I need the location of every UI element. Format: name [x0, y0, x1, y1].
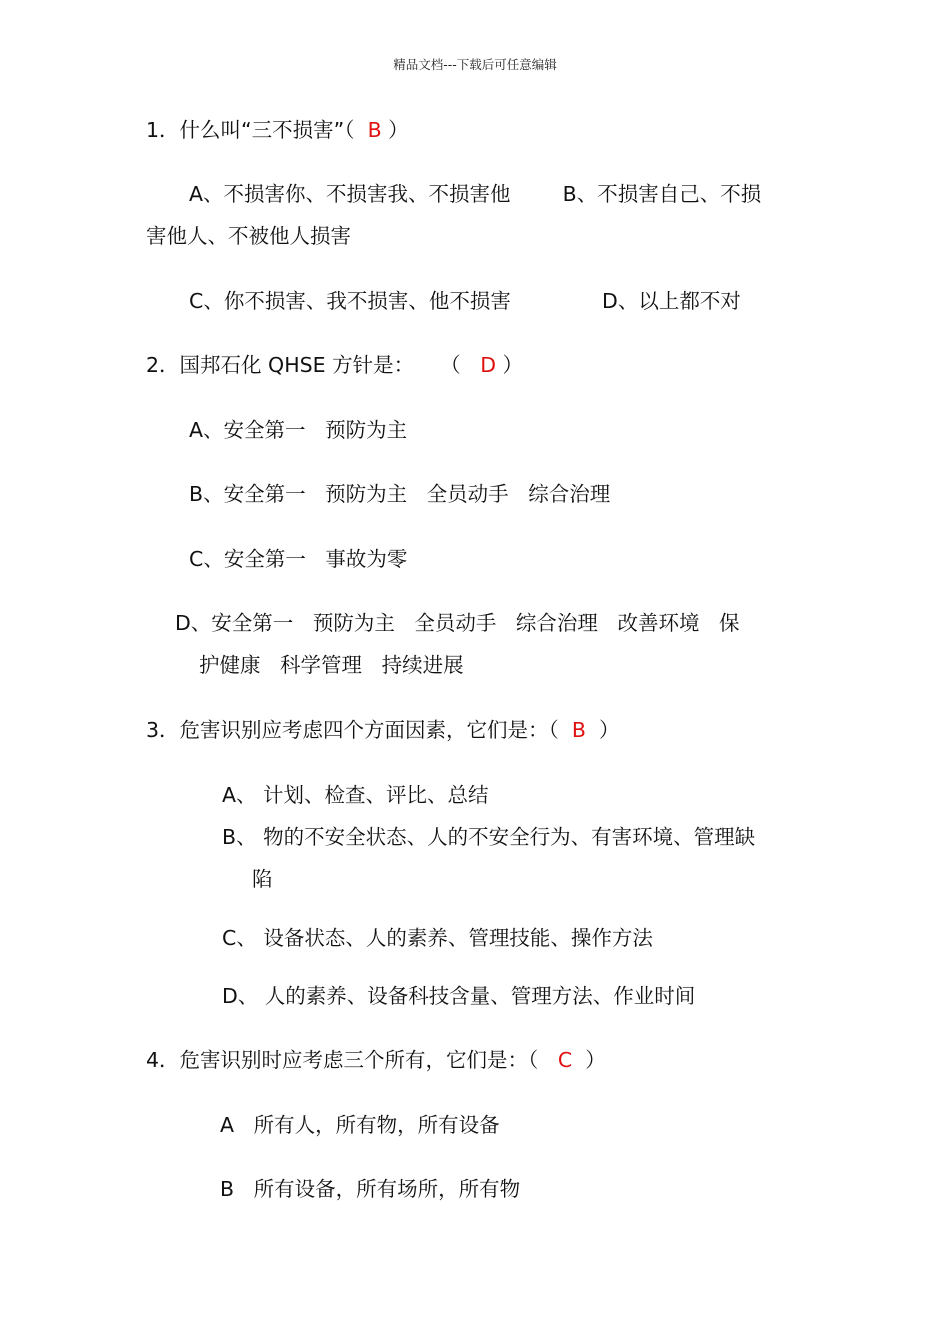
question-4-stem: 4．危害识别时应考虑三个所有，它们是：（ C ）: [146, 1048, 606, 1072]
question-3-stem: 3．危害识别应考虑四个方面因素，它们是：（ B ）: [146, 718, 620, 742]
question-4-option-a: A 所有人，所有物，所有设备: [220, 1113, 500, 1137]
question-3-option-c: C、 设备状态、人的素养、管理技能、操作方法: [222, 926, 653, 950]
question-2-option-a: A、安全第一 预防为主: [189, 418, 408, 442]
question-3-option-b-continued: 陷: [252, 867, 273, 891]
question-1-stem: 1．什么叫“三不损害”（ B ）: [146, 118, 409, 142]
question-1-option-line: A、不损害你、不损害我、不损害他 B、不损害自己、不损: [189, 182, 762, 206]
question-1-option-line: 害他人、不被他人损害: [146, 224, 351, 248]
question-3-option-b: B、 物的不安全状态、人的不安全行为、有害环境、管理缺: [222, 825, 756, 849]
question-1-answer: B: [367, 118, 382, 142]
question-2-option-b: B、安全第一 预防为主 全员动手 综合治理: [189, 482, 611, 506]
question-4-option-b: B 所有设备，所有场所，所有物: [220, 1177, 521, 1201]
question-1-option-line: C、你不损害、我不损害、他不损害 D、以上都不对: [189, 289, 741, 313]
question-2-stem: 2．国邦石化 QHSE 方针是： （ D ）: [146, 353, 524, 377]
question-2-answer: D: [480, 353, 497, 377]
question-3-option-d: D、 人的素养、设备科技含量、管理方法、作业时间: [222, 984, 696, 1008]
page-header: 精品文档---下载后可任意编辑: [393, 57, 557, 72]
question-2-option-c: C、安全第一 事故为零: [189, 547, 408, 571]
question-3-option-a: A、 计划、检查、评比、总结: [222, 783, 489, 807]
question-3-answer: B: [571, 718, 586, 742]
question-2-option-d-continued: 护健康 科学管理 持续进展: [199, 653, 464, 677]
question-4-answer: C: [557, 1048, 573, 1072]
question-2-option-d: D、安全第一 预防为主 全员动手 综合治理 改善环境 保: [175, 611, 740, 635]
